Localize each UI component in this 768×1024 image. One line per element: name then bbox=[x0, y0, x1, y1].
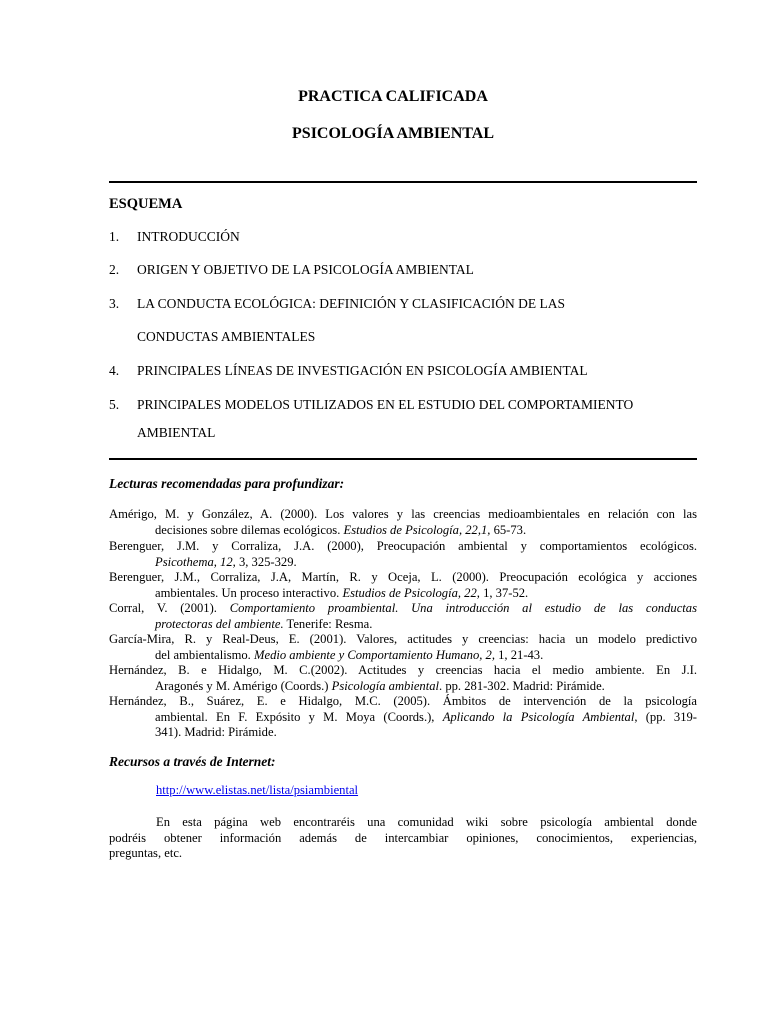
reference-first-line: Hernández, B. e Hidalgo, M. C.(2002). Actitudes y creencias hacia el medio ambiente. En J.I. bbox=[109, 663, 697, 677]
reference-continuation-2: 341). Madrid: Pirámide. bbox=[155, 725, 277, 739]
document-subtitle: PSICOLOGÍA AMBIENTAL bbox=[292, 125, 494, 142]
reference-continuation: ambiental. En F. Expósito y M. Moya (Coords.), Aplicando la Psicología Ambiental, (pp. 319- bbox=[155, 709, 697, 724]
reference-continuation: Psicothema, 12, 3, 325-329. bbox=[155, 554, 297, 569]
description-line: preguntas, etc. bbox=[109, 846, 183, 860]
resource-description bbox=[109, 815, 697, 862]
reference-first-line: Amérigo, M. y González, A. (2000). Los valores y las creencias medioambientales en relación con las bbox=[109, 507, 697, 521]
outline-number: 1. bbox=[109, 229, 120, 244]
reference-entry bbox=[109, 539, 697, 570]
outline-text: INTRODUCCIÓN bbox=[137, 229, 240, 244]
reference-continuation: Aragonés y M. Amérigo (Coords.) Psicología ambiental. pp. 281-302. Madrid: Pirámide. bbox=[155, 678, 605, 693]
reference-entry bbox=[109, 663, 697, 694]
bottom-divider bbox=[109, 458, 697, 460]
esquema-heading: ESQUEMA bbox=[109, 196, 183, 212]
outline-text: ORIGEN Y OBJETIVO DE LA PSICOLOGÍA AMBIENTAL bbox=[137, 262, 474, 277]
lecturas-heading: Lecturas recomendadas para profundizar: bbox=[109, 476, 345, 491]
outline-text-continuation: AMBIENTAL bbox=[137, 425, 216, 440]
reference-continuation: decisiones sobre dilemas ecológicos. Estudios de Psicología, 22,1, 65-73. bbox=[155, 522, 527, 537]
reference-continuation: ambientales. Un proceso interactivo. Estudios de Psicología, 22, 1, 37-52. bbox=[155, 585, 529, 600]
outline-text: PRINCIPALES LÍNEAS DE INVESTIGACIÓN EN PSICOLOGÍA AMBIENTAL bbox=[137, 363, 588, 378]
reference-entry bbox=[109, 570, 697, 601]
reference-first-line: Hernández, B., Suárez, E. e Hidalgo, M.C. (2005). Ámbitos de intervención de la psicología bbox=[109, 694, 697, 708]
resource-link[interactable]: http://www.elistas.net/lista/psiambiental bbox=[156, 783, 359, 797]
reference-entry bbox=[109, 632, 697, 663]
reference-continuation: del ambientalismo. Medio ambiente y Comportamiento Humano, 2, 1, 21-43. bbox=[155, 647, 544, 662]
outline-text-continuation: CONDUCTAS AMBIENTALES bbox=[137, 329, 316, 344]
reference-entry bbox=[109, 694, 697, 741]
description-line: En esta página web encontraréis una comunidad wiki sobre psicología ambiental donde bbox=[156, 815, 697, 829]
outline-number: 4. bbox=[109, 363, 120, 378]
top-divider bbox=[109, 181, 697, 183]
reference-first-line: Corral, V. (2001). Comportamiento proambiental. Una introducción al estudio de las conductas bbox=[109, 601, 697, 615]
reference-continuation: protectoras del ambiente. Tenerife: Resma. bbox=[155, 616, 373, 631]
outline-number: 5. bbox=[109, 397, 120, 412]
outline-number: 3. bbox=[109, 296, 120, 311]
document-title: PRACTICA CALIFICADA bbox=[298, 88, 488, 105]
description-line: podréis obtener información además de intercambiar opiniones, conocimientos, experiencias, bbox=[109, 830, 697, 845]
recursos-heading: Recursos a través de Internet: bbox=[109, 754, 276, 769]
reference-entry bbox=[109, 507, 697, 538]
reference-entry bbox=[109, 601, 697, 632]
outline-text: PRINCIPALES MODELOS UTILIZADOS EN EL ESTUDIO DEL COMPORTAMIENTO bbox=[137, 397, 634, 412]
reference-first-line: Berenguer, J.M., Corraliza, J.A, Martín, R. y Oceja, L. (2000). Preocupación ecológica y acciones bbox=[109, 570, 697, 584]
reference-first-line: García-Mira, R. y Real-Deus, E. (2001). Valores, actitudes y creencias: hacia un modelo predictivo bbox=[109, 632, 697, 646]
reference-first-line: Berenguer, J.M. y Corraliza, J.A. (2000), Preocupación ambiental y comportamientos ecológicos. bbox=[109, 539, 697, 553]
outline-number: 2. bbox=[109, 262, 120, 277]
outline-text: LA CONDUCTA ECOLÓGICA: DEFINICIÓN Y CLASIFICACIÓN DE LAS bbox=[137, 296, 566, 311]
